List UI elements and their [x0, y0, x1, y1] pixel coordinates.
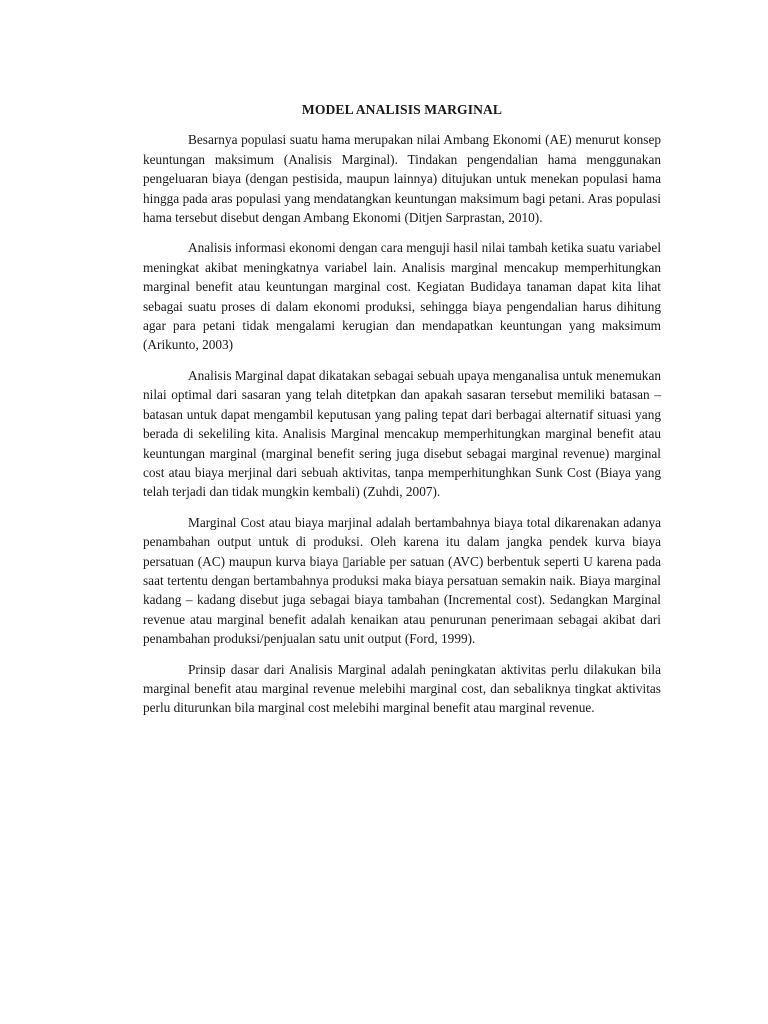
paragraph-prinsip-dasar: Prinsip dasar dari Analisis Marginal adalah peningkatan aktivitas perlu dilakukan bila marginal benefit atau marginal revenue melebihi marginal cost, dan sebaliknya tingkat aktivitas perlu diturunkan bila marginal cost melebihi marginal benefit atau marginal revenue. — [143, 661, 661, 716]
paragraph-analisis-marginal: Analisis Marginal dapat dikatakan sebagai sebuah upaya menganalisa untuk menemukan nilai optimal dari sasaran yang telah ditetpkan dan apakah sasaran tersebut memiliki batasan – batasan untuk dapat mengambil keputusan yang paling tepat dari berbagai alternatif situasi yang berada di sekeliling kita. Analisis Marginal mencakup memperhitungkan marginal benefit atau keuntungan marginal (marginal benefit sering juga disebut sebagai marginal revenue) marginal cost atau biaya merjinal dari sebuah aktivitas, tanpa memperhitunghkan Sunk Cost (Biaya yang telah terjadi dan tidak mungkin kembali) (Zuhdi, 2007). — [143, 367, 661, 500]
paragraph-marginal-cost: Marginal Cost atau biaya marjinal adalah bertambahnya biaya total dikarenakan adanya penambahan output untuk di produksi. Oleh karena itu dalam jangka pendek kurva biaya persatuan (AC) maupun kurva biaya ▯ariable per satuan (AVC) berbentuk seperti U karena pada saat tertentu dengan bertambahnya produksi maka biaya persatuan semakin naik. Biaya marginal kadang – kadang disebut juga sebagai biaya tambahan (Incremental cost). Sedangkan Marginal revenue atau marginal benefit adalah kenaikan atau penurunan penerimaan sebagai akibat dari penambahan produksi/penjualan satu unit output (Ford, 1999). — [143, 514, 661, 647]
document-page — [143, 100, 661, 729]
paragraph-analisis-informasi: Analisis informasi ekonomi dengan cara menguji hasil nilai tambah ketika suatu variabel meningkat akibat meningkatnya variabel lain. Analisis marginal mencakup memperhitungkan marginal benefit atau keuntungan marginal cost. Kegiatan Budidaya tanaman dapat kita lihat sebagai suatu proses di dalam ekonomi produksi, sehingga biaya pengendalian harus dihitung agar para petani tidak mengalami kerugian dan mendapatkan keuntungan yang maksimum (Arikunto, 2003) — [143, 240, 662, 353]
document-title: MODEL ANALISIS MARGINAL — [301, 102, 503, 117]
paragraph-ambang-ekonomi: Besarnya populasi suatu hama merupakan nilai Ambang Ekonomi (AE) menurut konsep keuntungan maksimum (Analisis Marginal). Tindakan pengendalian hama menggunakan pengeluaran biaya (dengan pestisida, maupun lainnya) ditujukan untuk menekan populasi hama hingga pada aras populasi yang mendatangkan keuntungan maksimum bagi petani. Aras populasi hama tersebut disebut dengan Ambang Ekonomi (Ditjen Sarprastan, 2010). — [143, 132, 661, 226]
